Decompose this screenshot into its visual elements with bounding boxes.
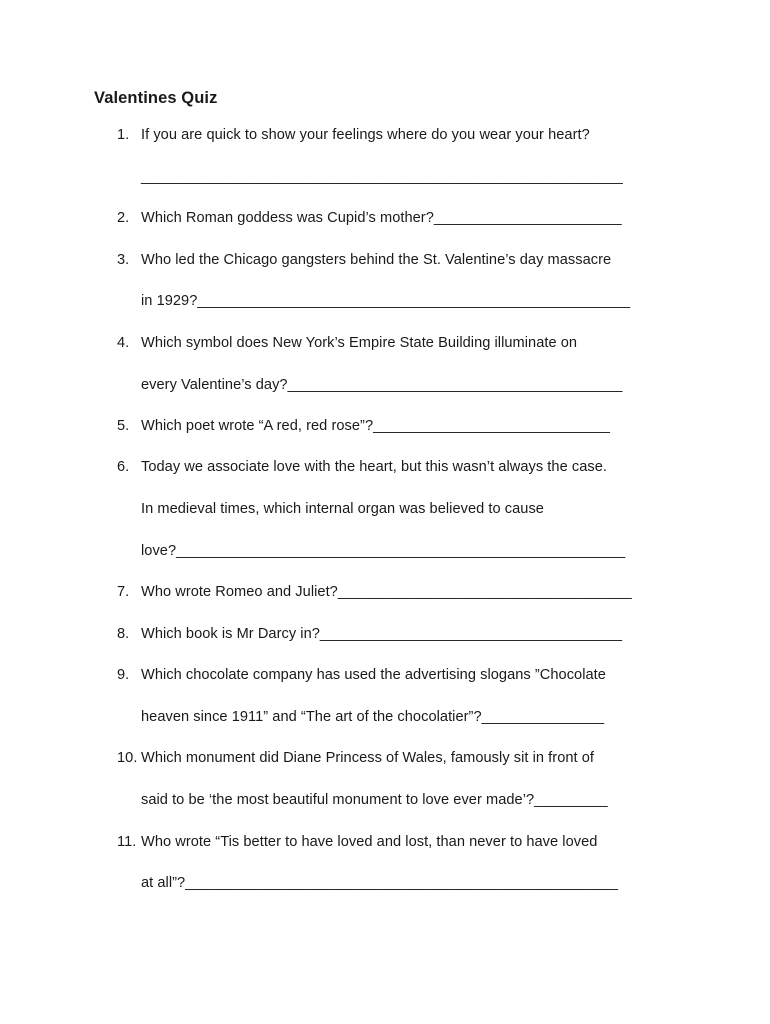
question-text-continued: love?_______________________________________________________ xyxy=(141,543,626,559)
question-number: 4. xyxy=(117,335,130,351)
question-text-continued: In medieval times, which internal organ was believed to cause xyxy=(141,501,544,517)
question-number: 6. xyxy=(117,459,130,475)
page-title: Valentines Quiz xyxy=(94,89,218,107)
question-text-continued: every Valentine’s day?_________________________________________ xyxy=(141,377,623,393)
question-number: 11. xyxy=(117,834,137,850)
answer-blank: ___________________________________________________________ xyxy=(141,169,623,185)
question-text-continued: at all”?_____________________________________________________ xyxy=(141,875,619,891)
question-text-continued: said to be ‘the most beautiful monument to love ever made’?_________ xyxy=(141,792,608,808)
question-text: Which Roman goddess was Cupid’s mother?_______________________ xyxy=(141,210,622,226)
question-text: If you are quick to show your feelings where do you wear your heart? xyxy=(141,127,590,143)
question-text: Who wrote “Tis better to have loved and lost, than never to have loved xyxy=(141,834,598,850)
question-number: 2. xyxy=(117,210,130,226)
question-text: Which book is Mr Darcy in?_____________________________________ xyxy=(141,626,623,642)
question-text-continued: heaven since 1911” and “The art of the chocolatier”?_______________ xyxy=(141,709,605,725)
question-text: Who led the Chicago gangsters behind the St. Valentine’s day massacre xyxy=(141,252,612,268)
question-text: Today we associate love with the heart, but this wasn’t always the case. xyxy=(141,459,607,475)
question-text: Who wrote Romeo and Juliet?____________________________________ xyxy=(141,584,632,600)
question-text: Which symbol does New York’s Empire State Building illuminate on xyxy=(141,335,578,351)
question-number: 3. xyxy=(117,252,130,268)
question-number: 10. xyxy=(117,750,138,766)
question-number: 5. xyxy=(117,418,130,434)
question-text: Which poet wrote “A red, red rose”?_____________________________ xyxy=(141,418,610,434)
question-number: 1. xyxy=(117,127,130,143)
question-number: 7. xyxy=(117,584,130,600)
question-text: Which chocolate company has used the advertising slogans ”Chocolate xyxy=(141,667,606,683)
question-text-continued: in 1929?_____________________________________________________ xyxy=(141,293,631,309)
question-number: 8. xyxy=(117,626,130,642)
question-number: 9. xyxy=(117,667,130,683)
question-text: Which monument did Diane Princess of Wales, famously sit in front of xyxy=(141,750,595,766)
